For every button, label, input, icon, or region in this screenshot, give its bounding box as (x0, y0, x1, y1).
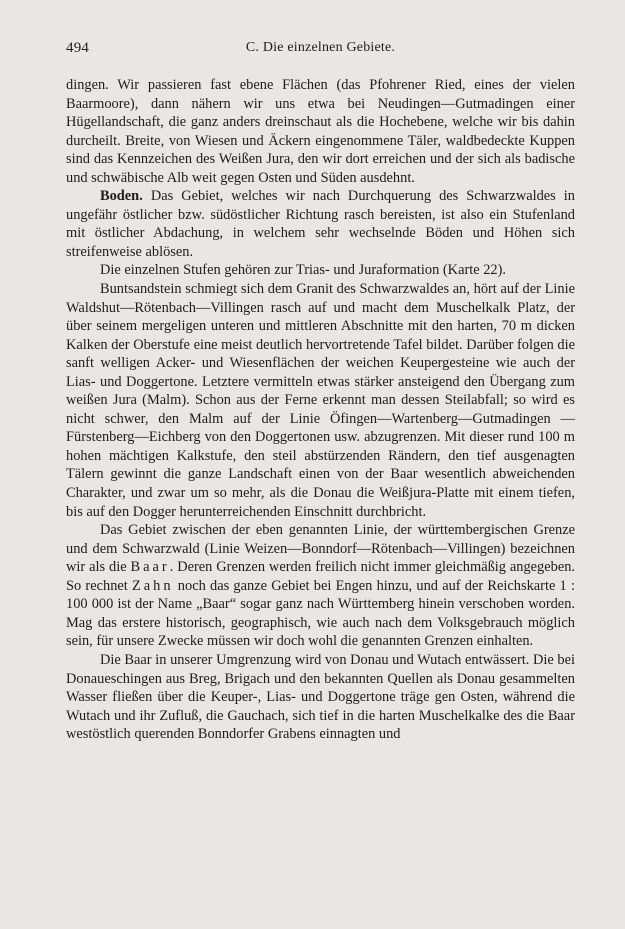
paragraph (66, 521, 575, 651)
paragraph-text: Die einzelnen Stufen gehören zur Trias- und Juraformation (Karte 22). (100, 262, 507, 279)
paragraph-text: Das Gebiet, welches wir nach Durchquerung des Schwarzwaldes in ungefähr östlicher bzw. südöstlicher Richtung rasch bereisten, ist also ein Stufenland mit östlicher Abdachung, in welchem sehr wechselnde Böden und Höhen sich streifenweise ablösen. (66, 188, 575, 260)
section-lead: Boden. (100, 188, 143, 205)
spaced-author: Zahn (132, 577, 174, 594)
paragraph-text: . Deren Grenzen werden freilich nicht immer gleichmäßig angegeben. So rechnet (66, 559, 576, 594)
paragraph (66, 76, 575, 187)
paragraph-text: noch das ganze Gebiet bei Engen hinzu, und auf der Reichskarte 1 : 100 000 ist der Name „Baar“ sogar ganz nach Württemberg hinein verschoben worden. Mag das erstere historisch, geographisch, wie auch nach dem Volksgebrauch möglich sein, für unsere Zwecke müssen wir doch wohl die genannten Grenzen einhalten. (66, 577, 575, 650)
paragraph (66, 261, 575, 280)
paragraph-text: dingen. Wir passieren fast ebene Flächen (das Pfohrener Ried, eines der vielen Baarmoore), dann nähern wir uns etwa bei Neudingen—Gutmadingen einer Hügellandschaft, die ganz anders dreinschaut als die Hochebene, welche wir bis dahin durcheilt. Breite, von Wiesen und Äckern eingenommene Täler, waldbedeckte Kuppen sind das Kennzeichen des Weißen Jura, den wir dort erreichen und der sich als badische und schwäbische Alb weit gegen Osten und Süden ausdehnt. (66, 77, 575, 186)
paragraph (66, 187, 575, 261)
body-text (66, 76, 575, 744)
paragraph (66, 280, 575, 521)
running-head (66, 40, 575, 62)
spaced-term: Baar (130, 559, 170, 576)
page-number: 494 (66, 40, 90, 56)
paragraph-text: Das Gebiet zwischen der eben genannten Linie, der württembergischen Grenze und dem Schwarzwald (Linie Weizen—Bonndorf—Rötenbach—Villingen) bezeichnen wir als die (66, 522, 575, 576)
paragraph-text: Die Baar in unserer Umgrenzung wird von Donau und Wutach entwässert. Die bei Donaueschingen aus Breg, Brigach und den bekannten Quellen als Donau gesammelten Wasser fließen über die Keuper-, Lias- und Doggertone träge gen Osten, während die Wutach und ihr Zufluß, die Gauchach, sich tief in die harten Muschelkalke des die Baar westöstlich querenden Bonndorfer Grabens einnagten und (66, 651, 575, 743)
paragraph-text: Buntsandstein schmiegt sich dem Granit des Schwarzwaldes an, hört auf der Linie Waldshut—Rötenbach—Villingen rasch auf und macht dem Muschelkalk Platz, der über seinem mergeligen unteren und mittleren Abschnitte mit den harten, 70 m dicken Kalken der Oberstufe eine meist deutlich hervortretende Tafel bildet. Darüber folgen die sanft welligen Acker- und Wiesenflächen der weichen Keupergesteine wie auch der Lias- und Doggertone. Letztere vermitteln etwas stärker ansteigend den Übergang zum weißen Jura (Malm). Schon aus der Ferne erkennt man dessen Steilabfall; so wird es nicht schwer, den Malm auf der Linie Öfingen—Wartenberg—Gutmadingen —Fürstenberg—Eichberg von den Doggertonen usw. abzugrenzen. Mit dieser rund 100 m hohen mächtigen Kalkstufe, den steil abstürzenden Rändern, den tief ausgenagten Tälern gewinnt die ganze Landschaft einen von der Baar wesentlich abweichenden Charakter, und zwar um so mehr, als die Donau die Weißjura-Platte mit einem tiefen, bis auf den Dogger herunterreichenden Einschnitt durchbricht. (66, 281, 575, 520)
paragraph (66, 651, 575, 744)
running-title: C. Die einzelnen Gebiete. (245, 40, 396, 55)
